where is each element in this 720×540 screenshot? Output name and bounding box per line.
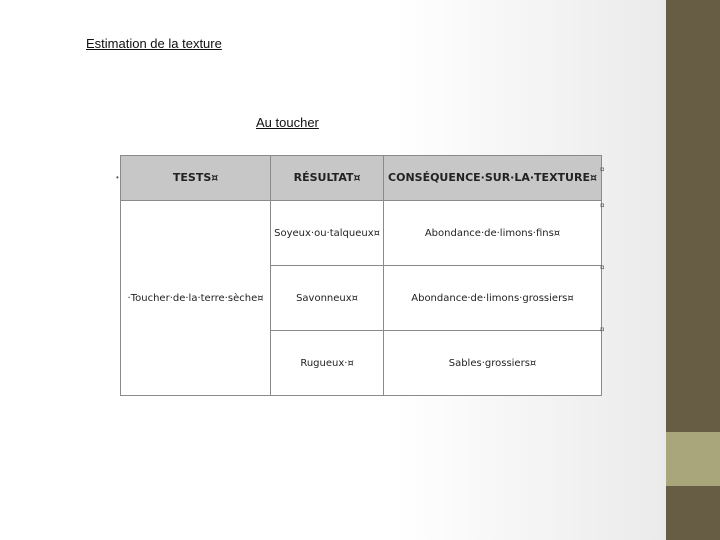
texture-table <box>120 155 605 396</box>
consequence-cell: Sables·grossiers¤ <box>384 331 602 396</box>
header-consequence: CONSÉQUENCE·SUR·LA·TEXTURE¤ <box>384 156 602 201</box>
result-cell: Rugueux·¤ <box>271 331 384 396</box>
decorative-side-strip <box>666 0 720 540</box>
result-cell: Savonneux¤ <box>271 266 384 331</box>
bullet-mark: • <box>116 173 119 182</box>
result-cell: Soyeux·ou·talqueux¤ <box>271 201 384 266</box>
texture-table-container <box>118 155 604 382</box>
side-band-middle <box>666 432 720 486</box>
row-end-mark: ¤ <box>600 201 605 210</box>
header-tests: TESTS¤ <box>121 156 271 201</box>
table-header-row <box>121 156 602 201</box>
slide-title: Estimation de la texture <box>86 36 222 51</box>
side-band-bottom <box>666 486 720 540</box>
slide-subtitle: Au toucher <box>256 115 319 130</box>
table-row <box>121 201 602 266</box>
consequence-cell: Abondance·de·limons·grossiers¤ <box>384 266 602 331</box>
side-band-top <box>666 0 720 432</box>
header-result: RÉSULTAT¤ <box>271 156 384 201</box>
consequence-cell: Abondance·de·limons·fins¤ <box>384 201 602 266</box>
row-end-mark: ¤ <box>600 263 605 272</box>
row-end-mark: ¤ <box>600 325 605 334</box>
row-end-mark: ¤ <box>600 165 605 174</box>
test-cell: ·Toucher·de·la·terre·sèche¤ <box>121 201 271 396</box>
